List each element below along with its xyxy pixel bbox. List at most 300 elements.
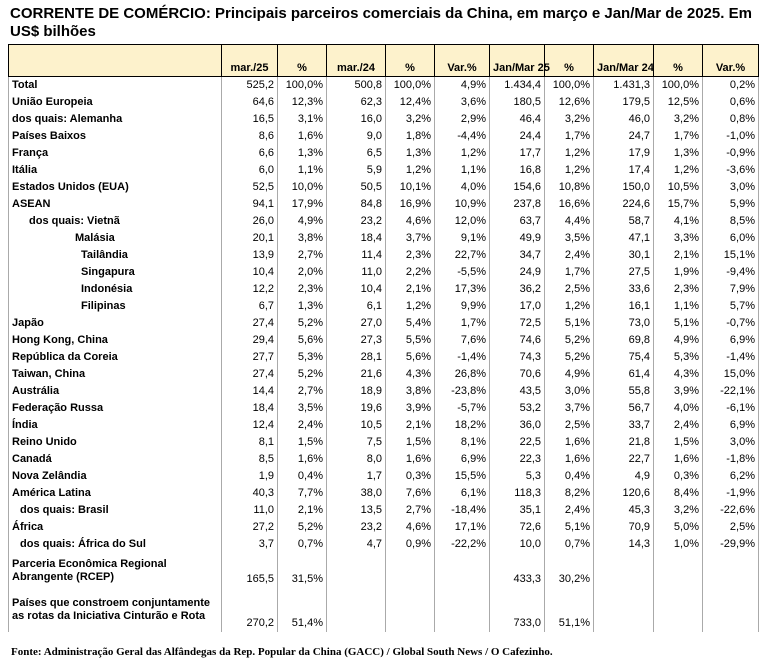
table-row <box>9 451 759 468</box>
table-cell: 4,7 <box>327 536 386 553</box>
row-label: Federação Russa <box>9 400 222 417</box>
table-cell: 3,6% <box>435 94 490 111</box>
table-cell: 1,7 <box>327 468 386 485</box>
table-cell: 30,1 <box>594 247 654 264</box>
table-cell: 5,2% <box>545 332 594 349</box>
row-label: Austrália <box>9 383 222 400</box>
table-cell: 237,8 <box>490 196 545 213</box>
table-cell: 3,5% <box>278 400 327 417</box>
table-cell: 45,3 <box>594 502 654 519</box>
table-row <box>9 162 759 179</box>
table-cell: 10,5 <box>327 417 386 434</box>
table-cell: 1,3% <box>278 145 327 162</box>
table-cell: 3,0% <box>703 434 759 451</box>
table-cell: 11,0 <box>222 502 278 519</box>
table-cell: 4,0% <box>435 179 490 196</box>
row-label: Japão <box>9 315 222 332</box>
table-row <box>9 196 759 213</box>
row-label: Parceria Econômica Regional Abrangente (RCEP) <box>9 553 222 588</box>
trade-table <box>8 44 759 632</box>
table-cell: 73,0 <box>594 315 654 332</box>
table-cell: 62,3 <box>327 94 386 111</box>
row-label: África <box>9 519 222 536</box>
table-title: CORRENTE DE COMÉRCIO: Principais parceiros comerciais da China, em março e Jan/Mar de 2025. Em US$ bilhões <box>10 5 752 40</box>
table-cell: 6,1 <box>327 298 386 315</box>
table-cell: 8,6 <box>222 128 278 145</box>
table-cell: 30,2% <box>545 553 594 588</box>
table-cell: 33,6 <box>594 281 654 298</box>
table-cell: 13,5 <box>327 502 386 519</box>
table-cell: 1,2% <box>386 298 435 315</box>
table-cell: 1,3% <box>386 145 435 162</box>
table-cell: 1.431,3 <box>594 77 654 95</box>
source-note: Fonte: Administração Geral das Alfândegas da Rep. Popular da China (GACC) / Global South News / O Cafezinho. <box>11 646 553 658</box>
row-label: Países Baixos <box>9 128 222 145</box>
table-cell: 6,5 <box>327 145 386 162</box>
table-cell: 4,9% <box>654 332 703 349</box>
table-cell: 22,7% <box>435 247 490 264</box>
table-cell: 1,3% <box>278 298 327 315</box>
table-cell: 5,9 <box>327 162 386 179</box>
table-cell: 49,9 <box>490 230 545 247</box>
table-cell: 22,3 <box>490 451 545 468</box>
table-cell: 14,3 <box>594 536 654 553</box>
table-cell: -6,1% <box>703 400 759 417</box>
table-cell: 27,3 <box>327 332 386 349</box>
table-cell: 1,5% <box>278 434 327 451</box>
table-cell: 6,7 <box>222 298 278 315</box>
table-cell: 1,2% <box>545 298 594 315</box>
table-cell: 10,0 <box>490 536 545 553</box>
table-cell: 17,4 <box>594 162 654 179</box>
table-cell: 34,7 <box>490 247 545 264</box>
table-cell: 433,3 <box>490 553 545 588</box>
table-cell: 23,2 <box>327 519 386 536</box>
table-cell <box>703 588 759 632</box>
table-cell: 224,6 <box>594 196 654 213</box>
table-row <box>9 94 759 111</box>
table-cell: 5,2% <box>545 349 594 366</box>
row-label: Estados Unidos (EUA) <box>9 179 222 196</box>
row-label: dos quais: Brasil <box>9 502 222 519</box>
table-cell: 1,2% <box>435 145 490 162</box>
table-cell: 1,1% <box>654 298 703 315</box>
table-row <box>9 230 759 247</box>
table-cell: 17,9% <box>278 196 327 213</box>
table-cell: 6,9% <box>703 417 759 434</box>
table-cell: 22,7 <box>594 451 654 468</box>
table-cell: 36,0 <box>490 417 545 434</box>
table-row <box>9 434 759 451</box>
table-cell: 1,3% <box>654 145 703 162</box>
table-cell: 0,3% <box>386 468 435 485</box>
table-cell: -9,4% <box>703 264 759 281</box>
row-label: Itália <box>9 162 222 179</box>
column-header: % <box>545 45 594 77</box>
table-cell: 150,0 <box>594 179 654 196</box>
table-row <box>9 315 759 332</box>
table-cell: 2,4% <box>654 417 703 434</box>
table-cell: -0,7% <box>703 315 759 332</box>
table-row <box>9 298 759 315</box>
table-cell <box>435 553 490 588</box>
table-cell: 21,6 <box>327 366 386 383</box>
table-cell: 28,1 <box>327 349 386 366</box>
table-cell: 17,3% <box>435 281 490 298</box>
table-cell: 70,6 <box>490 366 545 383</box>
table-cell: 3,7 <box>222 536 278 553</box>
table-cell: 16,8 <box>490 162 545 179</box>
table-cell: 6,1% <box>435 485 490 502</box>
table-cell: 5,2% <box>278 366 327 383</box>
table-cell: -0,9% <box>703 145 759 162</box>
table-cell: 18,9 <box>327 383 386 400</box>
table-cell: 1,7% <box>654 128 703 145</box>
table-cell: 9,1% <box>435 230 490 247</box>
table-cell: 6,6 <box>222 145 278 162</box>
table-cell: 58,7 <box>594 213 654 230</box>
table-row <box>9 502 759 519</box>
table-cell: 69,8 <box>594 332 654 349</box>
table-cell <box>327 553 386 588</box>
table-cell: 10,5% <box>654 179 703 196</box>
table-cell: 733,0 <box>490 588 545 632</box>
table-cell: 1,6% <box>545 434 594 451</box>
table-cell: 3,7% <box>545 400 594 417</box>
table-cell: 74,3 <box>490 349 545 366</box>
table-cell: -22,2% <box>435 536 490 553</box>
table-cell: 2,7% <box>278 383 327 400</box>
table-cell: 10,4 <box>222 264 278 281</box>
table-cell: 1,2% <box>386 162 435 179</box>
table-cell: 0,4% <box>545 468 594 485</box>
table-cell: 2,1% <box>278 502 327 519</box>
table-cell <box>386 588 435 632</box>
table-cell: 9,0 <box>327 128 386 145</box>
table-cell: 100,0% <box>278 77 327 95</box>
table-cell: 6,9% <box>435 451 490 468</box>
table-cell: 15,7% <box>654 196 703 213</box>
table-cell: 17,7 <box>490 145 545 162</box>
row-label: Tailândia <box>9 247 222 264</box>
table-cell: 270,2 <box>222 588 278 632</box>
table-cell: 3,9% <box>386 400 435 417</box>
table-cell: 1,5% <box>654 434 703 451</box>
table-cell: 8,1% <box>435 434 490 451</box>
table-cell: 525,2 <box>222 77 278 95</box>
row-label: ASEAN <box>9 196 222 213</box>
row-label: Nova Zelândia <box>9 468 222 485</box>
table-cell: 8,4% <box>654 485 703 502</box>
table-cell: 31,5% <box>278 553 327 588</box>
table-cell <box>654 553 703 588</box>
table-cell: 27,0 <box>327 315 386 332</box>
table-cell: 8,0 <box>327 451 386 468</box>
table-cell: 1,6% <box>545 451 594 468</box>
table-cell: 14,4 <box>222 383 278 400</box>
table-cell: 18,2% <box>435 417 490 434</box>
column-header: mar./25 <box>222 45 278 77</box>
table-cell <box>594 553 654 588</box>
table-cell: 3,0% <box>703 179 759 196</box>
row-label: Países que constroem conjuntamente as rotas da Iniciativa Cinturão e Rota <box>9 588 222 632</box>
table-cell: 3,2% <box>654 111 703 128</box>
column-header: % <box>278 45 327 77</box>
table-cell: -18,4% <box>435 502 490 519</box>
table-cell: 5,0% <box>654 519 703 536</box>
table-cell: 4,6% <box>386 519 435 536</box>
table-cell: 5,6% <box>386 349 435 366</box>
table-cell: 3,7% <box>386 230 435 247</box>
table-row <box>9 417 759 434</box>
table-cell: 84,8 <box>327 196 386 213</box>
table-cell: 2,1% <box>654 247 703 264</box>
table-cell: 10,9% <box>435 196 490 213</box>
table-cell: -23,8% <box>435 383 490 400</box>
table-cell: 10,4 <box>327 281 386 298</box>
row-label: Taiwan, China <box>9 366 222 383</box>
table-cell: 12,0% <box>435 213 490 230</box>
table-cell: -4,4% <box>435 128 490 145</box>
table-cell: 2,5% <box>545 281 594 298</box>
table-cell: 10,8% <box>545 179 594 196</box>
table-cell: 4,1% <box>654 213 703 230</box>
table-row <box>9 332 759 349</box>
table-cell: 154,6 <box>490 179 545 196</box>
table-cell: 21,8 <box>594 434 654 451</box>
table-cell: -1,8% <box>703 451 759 468</box>
table-cell: 55,8 <box>594 383 654 400</box>
table-cell: -1,4% <box>703 349 759 366</box>
column-header: mar./24 <box>327 45 386 77</box>
table-cell: 100,0% <box>386 77 435 95</box>
table-cell: 0,2% <box>703 77 759 95</box>
column-header: % <box>386 45 435 77</box>
table-row <box>9 349 759 366</box>
table-cell: 94,1 <box>222 196 278 213</box>
table-cell: 100,0% <box>545 77 594 95</box>
table-cell: 7,6% <box>386 485 435 502</box>
row-label: Singapura <box>9 264 222 281</box>
table-cell: 35,1 <box>490 502 545 519</box>
table-cell: 70,9 <box>594 519 654 536</box>
table-cell: 5,5% <box>386 332 435 349</box>
table-cell: 1,9% <box>654 264 703 281</box>
table-row <box>9 553 759 588</box>
table-cell: 9,9% <box>435 298 490 315</box>
table-cell: 24,7 <box>594 128 654 145</box>
column-header: Jan/Mar 24 <box>594 45 654 77</box>
table-cell <box>435 588 490 632</box>
table-cell: 17,1% <box>435 519 490 536</box>
table-cell: 3,2% <box>545 111 594 128</box>
table-row <box>9 519 759 536</box>
table-cell: 1,2% <box>545 162 594 179</box>
table-cell: 0,6% <box>703 94 759 111</box>
row-label: Reino Unido <box>9 434 222 451</box>
table-cell: 1,7% <box>545 128 594 145</box>
table-cell: 16,5 <box>222 111 278 128</box>
table-cell: 500,8 <box>327 77 386 95</box>
table-cell: 1,6% <box>278 128 327 145</box>
table-row <box>9 536 759 553</box>
table-cell: 1,7% <box>435 315 490 332</box>
table-row <box>9 366 759 383</box>
row-label: Hong Kong, China <box>9 332 222 349</box>
table-cell: 52,5 <box>222 179 278 196</box>
table-cell: 5,2% <box>278 519 327 536</box>
table-cell: 100,0% <box>654 77 703 95</box>
table-cell: 36,2 <box>490 281 545 298</box>
table-cell: 1,0% <box>654 536 703 553</box>
table-cell: 118,3 <box>490 485 545 502</box>
table-cell: 3,0% <box>545 383 594 400</box>
table-row <box>9 128 759 145</box>
table-cell: 72,6 <box>490 519 545 536</box>
table-cell: 53,2 <box>490 400 545 417</box>
table-cell: 2,1% <box>386 417 435 434</box>
table-cell: 16,0 <box>327 111 386 128</box>
table-cell: 0,4% <box>278 468 327 485</box>
table-cell: 1.434,4 <box>490 77 545 95</box>
table-cell: 10,0% <box>278 179 327 196</box>
table-cell: 2,0% <box>278 264 327 281</box>
table-cell: 6,9% <box>703 332 759 349</box>
row-label: dos quais: África do Sul <box>9 536 222 553</box>
table-cell: 2,4% <box>545 247 594 264</box>
table-cell: 2,4% <box>545 502 594 519</box>
row-label: França <box>9 145 222 162</box>
table-cell: 16,6% <box>545 196 594 213</box>
row-label: dos quais: Vietnã <box>9 213 222 230</box>
table-cell: 7,9% <box>703 281 759 298</box>
table-cell: 3,8% <box>386 383 435 400</box>
table-cell: 5,1% <box>654 315 703 332</box>
table-cell: 2,4% <box>278 417 327 434</box>
table-cell: 2,2% <box>386 264 435 281</box>
table-cell: 3,9% <box>654 383 703 400</box>
table-cell: 4,0% <box>654 400 703 417</box>
table-cell: 50,5 <box>327 179 386 196</box>
table-cell: 8,5% <box>703 213 759 230</box>
table-cell: 8,5 <box>222 451 278 468</box>
table-row <box>9 400 759 417</box>
table-cell: 1,6% <box>278 451 327 468</box>
table-cell: 18,4 <box>327 230 386 247</box>
table-cell: 19,6 <box>327 400 386 417</box>
table-cell: 12,5% <box>654 94 703 111</box>
table-cell: 4,9% <box>278 213 327 230</box>
table-cell: 4,4% <box>545 213 594 230</box>
table-cell: -29,9% <box>703 536 759 553</box>
table-cell: 2,1% <box>386 281 435 298</box>
table-cell: 75,4 <box>594 349 654 366</box>
table-cell: -1,9% <box>703 485 759 502</box>
table-cell: 15,5% <box>435 468 490 485</box>
table-cell: 8,1 <box>222 434 278 451</box>
table-cell: 5,1% <box>545 315 594 332</box>
table-row <box>9 179 759 196</box>
table-cell: 4,6% <box>386 213 435 230</box>
table-cell: 10,1% <box>386 179 435 196</box>
row-label: América Latina <box>9 485 222 502</box>
table-cell: 3,5% <box>545 230 594 247</box>
table-cell: 38,0 <box>327 485 386 502</box>
table-cell: 1,2% <box>545 145 594 162</box>
table-cell: -22,6% <box>703 502 759 519</box>
table-cell: 4,3% <box>386 366 435 383</box>
table-cell: 1,2% <box>654 162 703 179</box>
table-row <box>9 468 759 485</box>
table-cell: 1,7% <box>545 264 594 281</box>
column-header: Jan/Mar 25 <box>490 45 545 77</box>
table-cell: 2,3% <box>278 281 327 298</box>
row-label: República da Coreia <box>9 349 222 366</box>
table-cell: 11,0 <box>327 264 386 281</box>
table-cell: 4,3% <box>654 366 703 383</box>
table-cell: 1,1% <box>435 162 490 179</box>
table-cell: 5,6% <box>278 332 327 349</box>
row-label: Filipinas <box>9 298 222 315</box>
table-cell: -5,7% <box>435 400 490 417</box>
table-cell: 5,2% <box>278 315 327 332</box>
table-cell: 2,7% <box>278 247 327 264</box>
table-row <box>9 213 759 230</box>
table-cell: 2,5% <box>703 519 759 536</box>
table-row <box>9 383 759 400</box>
table-cell: 12,4% <box>386 94 435 111</box>
header-row <box>9 45 759 77</box>
table-cell: 7,7% <box>278 485 327 502</box>
table-cell: 33,7 <box>594 417 654 434</box>
row-label: União Europeia <box>9 94 222 111</box>
table-cell: 5,3% <box>278 349 327 366</box>
table-cell <box>654 588 703 632</box>
table-cell: 13,9 <box>222 247 278 264</box>
table-cell: 0,9% <box>386 536 435 553</box>
table-cell: -5,5% <box>435 264 490 281</box>
table-cell: 5,4% <box>386 315 435 332</box>
table-cell: 29,4 <box>222 332 278 349</box>
table-cell: 26,0 <box>222 213 278 230</box>
table-cell: 5,3% <box>654 349 703 366</box>
table-cell: 1,6% <box>654 451 703 468</box>
table-cell: 74,6 <box>490 332 545 349</box>
table-cell: 43,5 <box>490 383 545 400</box>
row-label: Indonésia <box>9 281 222 298</box>
table-cell <box>327 588 386 632</box>
table-cell: 63,7 <box>490 213 545 230</box>
table-cell: 1,1% <box>278 162 327 179</box>
table-cell: 4,9% <box>545 366 594 383</box>
table-cell: 51,4% <box>278 588 327 632</box>
table-cell: 0,3% <box>654 468 703 485</box>
table-cell: 12,6% <box>545 94 594 111</box>
table-cell: 27,4 <box>222 366 278 383</box>
table-row <box>9 77 759 95</box>
table-cell: 5,3 <box>490 468 545 485</box>
table-cell: 56,7 <box>594 400 654 417</box>
table-cell: -1,0% <box>703 128 759 145</box>
table-cell: 16,9% <box>386 196 435 213</box>
table-cell: 1,8% <box>386 128 435 145</box>
table-cell: 12,2 <box>222 281 278 298</box>
table-row <box>9 145 759 162</box>
column-header: Var.% <box>703 45 759 77</box>
table-cell <box>594 588 654 632</box>
table-cell: 72,5 <box>490 315 545 332</box>
table-cell <box>703 553 759 588</box>
